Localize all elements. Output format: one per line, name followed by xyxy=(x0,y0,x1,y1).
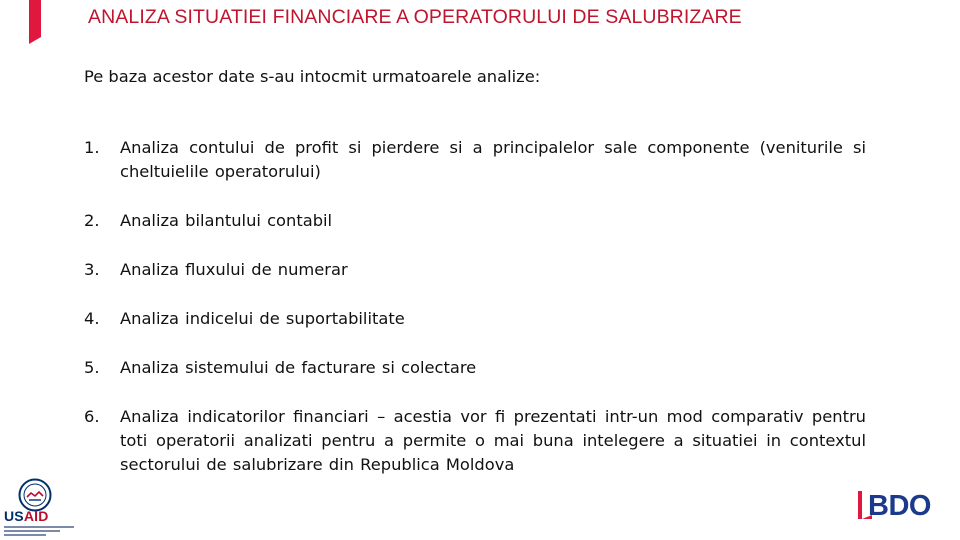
bdo-logo xyxy=(858,489,942,521)
svg-text:BDO: BDO xyxy=(868,490,931,521)
list-item-text: Analiza bilantului contabil xyxy=(120,211,333,230)
list-item-text: Analiza indicatorilor financiari – acestia vor fi prezentati intr-un mod comparativ pentru toti operatorii analizati pentru a permite o mai buna intelegere a situatiei in contextul sectorului de salubrizare din Republica Moldova xyxy=(120,407,866,474)
usaid-seal-icon xyxy=(18,478,52,512)
list-item-text: Analiza fluxului de numerar xyxy=(120,260,348,279)
analysis-list xyxy=(84,136,866,477)
usaid-wordmark: USAID xyxy=(4,508,49,524)
list-item-number: 5. xyxy=(84,358,100,377)
list-item-number: 3. xyxy=(84,260,100,279)
list-item-number: 6. xyxy=(84,407,100,426)
usaid-logo xyxy=(0,478,78,540)
list-item-number: 1. xyxy=(84,138,100,157)
list-item xyxy=(84,356,866,380)
list-item-text: Analiza sistemului de facturare si colectare xyxy=(120,358,477,377)
list-item xyxy=(84,307,866,331)
list-item xyxy=(84,136,866,184)
list-item xyxy=(84,405,866,477)
list-item-text: Analiza contului de profit si pierdere si a principalelor sale componente (veniturile si cheltuielile operatorului) xyxy=(120,138,866,181)
intro-text: Pe baza acestor date s-au intocmit urmatoarele analize: xyxy=(84,67,541,86)
list-item xyxy=(84,209,866,233)
usaid-tagline xyxy=(4,526,74,540)
list-item xyxy=(84,258,866,282)
red-accent-bar xyxy=(29,0,41,44)
slide-title: ANALIZA SITUATIEI FINANCIARE A OPERATORULUI DE SALUBRIZARE xyxy=(88,6,742,28)
list-item-number: 4. xyxy=(84,309,100,328)
list-item-text: Analiza indicelui de suportabilitate xyxy=(120,309,405,328)
list-item-number: 2. xyxy=(84,211,100,230)
